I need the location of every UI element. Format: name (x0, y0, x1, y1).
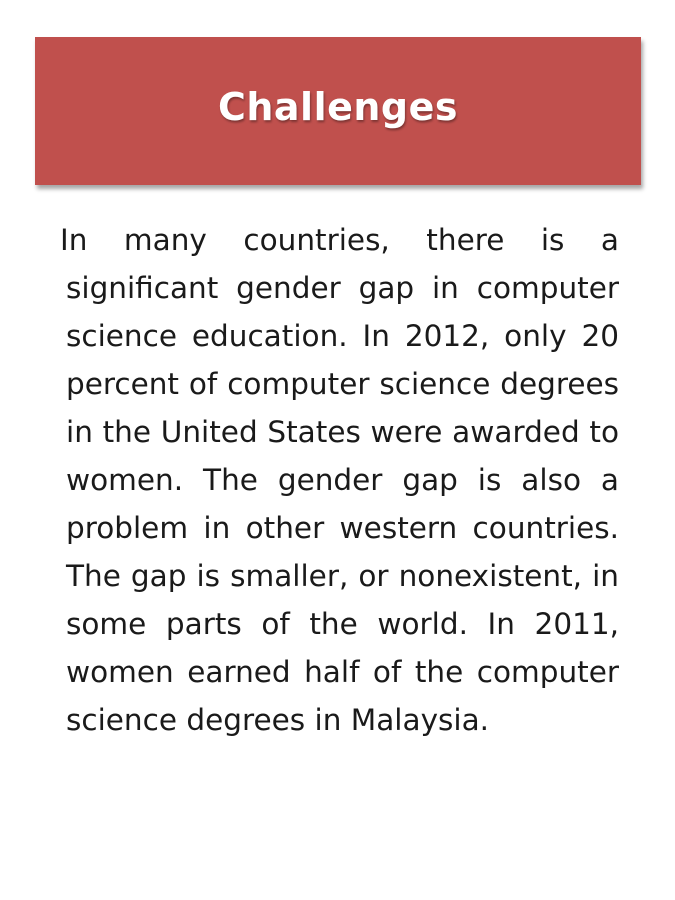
slide-body-text: In many countries, there is a significant gender gap in computer science education. In 2012, only 20 percent of computer science degrees in the United States were awarded to women. The gender gap is also a problem in other western countries. The gap is smaller, or nonexistent, in some parts of the world. In 2011, women earned half of the computer science degrees in Malaysia. (60, 223, 619, 737)
title-banner (35, 37, 641, 185)
slide-title: Challenges (217, 85, 459, 129)
